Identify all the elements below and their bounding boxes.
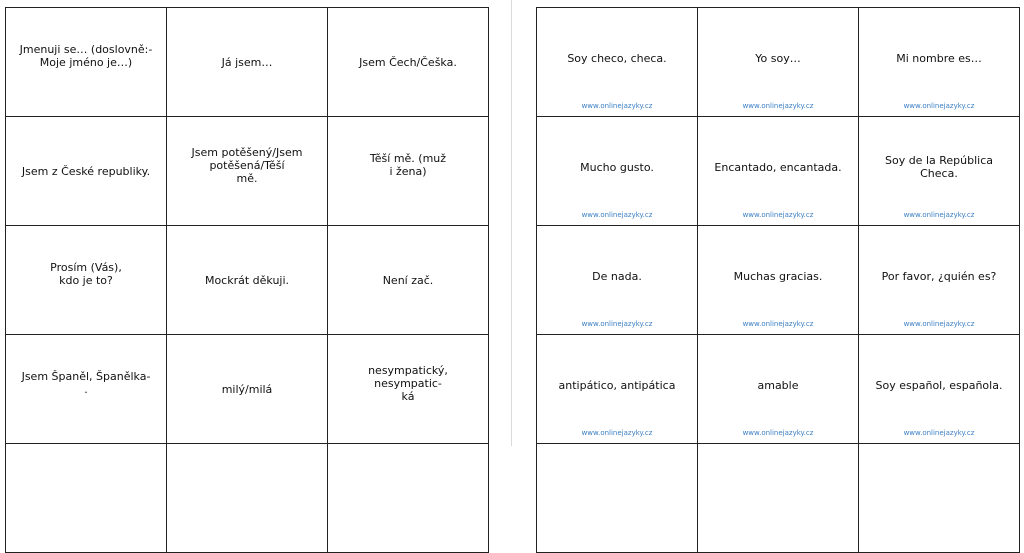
card-text: Jsem Španěl, Španělka- . bbox=[21, 370, 151, 396]
flashcard-partial bbox=[6, 444, 167, 553]
site-watermark: www.onlinejazyky.cz bbox=[742, 429, 814, 437]
site-watermark: www.onlinejazyky.cz bbox=[903, 211, 975, 219]
flashcard bbox=[6, 117, 167, 226]
site-watermark: www.onlinejazyky.cz bbox=[581, 429, 653, 437]
card-row bbox=[537, 335, 1020, 444]
card-row bbox=[6, 117, 489, 226]
flashcard bbox=[537, 117, 698, 226]
card-text: milý/milá bbox=[221, 382, 273, 396]
card-row bbox=[537, 8, 1020, 117]
card-text: Jsem z České republiky. bbox=[21, 164, 151, 178]
card-text: Těší mě. (muž i žena) bbox=[369, 152, 447, 178]
czech-flashcard-grid bbox=[5, 7, 489, 553]
flashcard bbox=[537, 8, 698, 117]
card-row bbox=[537, 226, 1020, 335]
site-watermark: www.onlinejazyky.cz bbox=[903, 102, 975, 110]
card-text: Soy de la República Checa. bbox=[884, 154, 993, 180]
left-page bbox=[0, 0, 512, 446]
flashcard bbox=[859, 117, 1020, 226]
card-row bbox=[537, 117, 1020, 226]
card-text: Soy checo, checa. bbox=[567, 51, 667, 65]
flashcard bbox=[537, 335, 698, 444]
card-text: Por favor, ¿quién es? bbox=[881, 269, 997, 283]
flashcard bbox=[698, 226, 859, 335]
card-row bbox=[6, 8, 489, 117]
card-text: Já jsem… bbox=[221, 55, 273, 69]
flashcard bbox=[328, 8, 489, 117]
site-watermark: www.onlinejazyky.cz bbox=[581, 211, 653, 219]
card-text: Jmenuji se… (doslovně:- Moje jméno je…) bbox=[19, 43, 153, 69]
flashcard-partial bbox=[167, 444, 328, 553]
card-row bbox=[6, 226, 489, 335]
card-text: Soy español, española. bbox=[875, 378, 1003, 392]
flashcard-partial bbox=[698, 444, 859, 553]
flashcard bbox=[698, 8, 859, 117]
flashcard bbox=[167, 8, 328, 117]
flashcard bbox=[167, 335, 328, 444]
card-text: Jsem potěšený/Jsem potěšená/Těší mě. bbox=[191, 145, 303, 185]
card-text: Muchas gracias. bbox=[733, 269, 823, 283]
spanish-flashcard-grid bbox=[536, 7, 1020, 553]
flashcard-partial bbox=[859, 444, 1020, 553]
card-text: amable bbox=[757, 378, 799, 392]
flashcard bbox=[859, 335, 1020, 444]
site-watermark: www.onlinejazyky.cz bbox=[742, 211, 814, 219]
card-text: Mockrát děkuji. bbox=[204, 273, 290, 287]
flashcard bbox=[537, 226, 698, 335]
flashcard bbox=[6, 335, 167, 444]
flashcard-partial bbox=[328, 444, 489, 553]
flashcard bbox=[859, 226, 1020, 335]
card-text: Encantado, encantada. bbox=[714, 160, 842, 174]
flashcard bbox=[698, 117, 859, 226]
card-text: Yo soy… bbox=[755, 51, 801, 65]
site-watermark: www.onlinejazyky.cz bbox=[742, 320, 814, 328]
card-text: antipático, antipática bbox=[558, 378, 676, 392]
card-row-partial bbox=[6, 444, 489, 553]
card-text: Mi nombre es… bbox=[896, 51, 982, 65]
site-watermark: www.onlinejazyky.cz bbox=[581, 102, 653, 110]
flashcard bbox=[167, 226, 328, 335]
site-watermark: www.onlinejazyky.cz bbox=[742, 102, 814, 110]
card-text: nesympatický, nesympatic- ká bbox=[368, 363, 448, 403]
card-text: De nada. bbox=[592, 269, 642, 283]
flashcard bbox=[167, 117, 328, 226]
flashcard bbox=[6, 226, 167, 335]
card-row-partial bbox=[537, 444, 1020, 553]
right-page bbox=[512, 0, 1024, 446]
flashcard bbox=[328, 335, 489, 444]
card-text: Není zač. bbox=[382, 273, 434, 287]
card-text: Jsem Čech/Češka. bbox=[359, 55, 457, 69]
flashcard bbox=[328, 226, 489, 335]
flashcard bbox=[859, 8, 1020, 117]
flashcard-partial bbox=[537, 444, 698, 553]
site-watermark: www.onlinejazyky.cz bbox=[581, 320, 653, 328]
flashcard bbox=[328, 117, 489, 226]
site-watermark: www.onlinejazyky.cz bbox=[903, 429, 975, 437]
site-watermark: www.onlinejazyky.cz bbox=[903, 320, 975, 328]
flashcard bbox=[698, 335, 859, 444]
card-text: Mucho gusto. bbox=[580, 160, 654, 174]
flashcard bbox=[6, 8, 167, 117]
card-text: Prosím (Vás), kdo je to? bbox=[50, 261, 122, 287]
card-row bbox=[6, 335, 489, 444]
